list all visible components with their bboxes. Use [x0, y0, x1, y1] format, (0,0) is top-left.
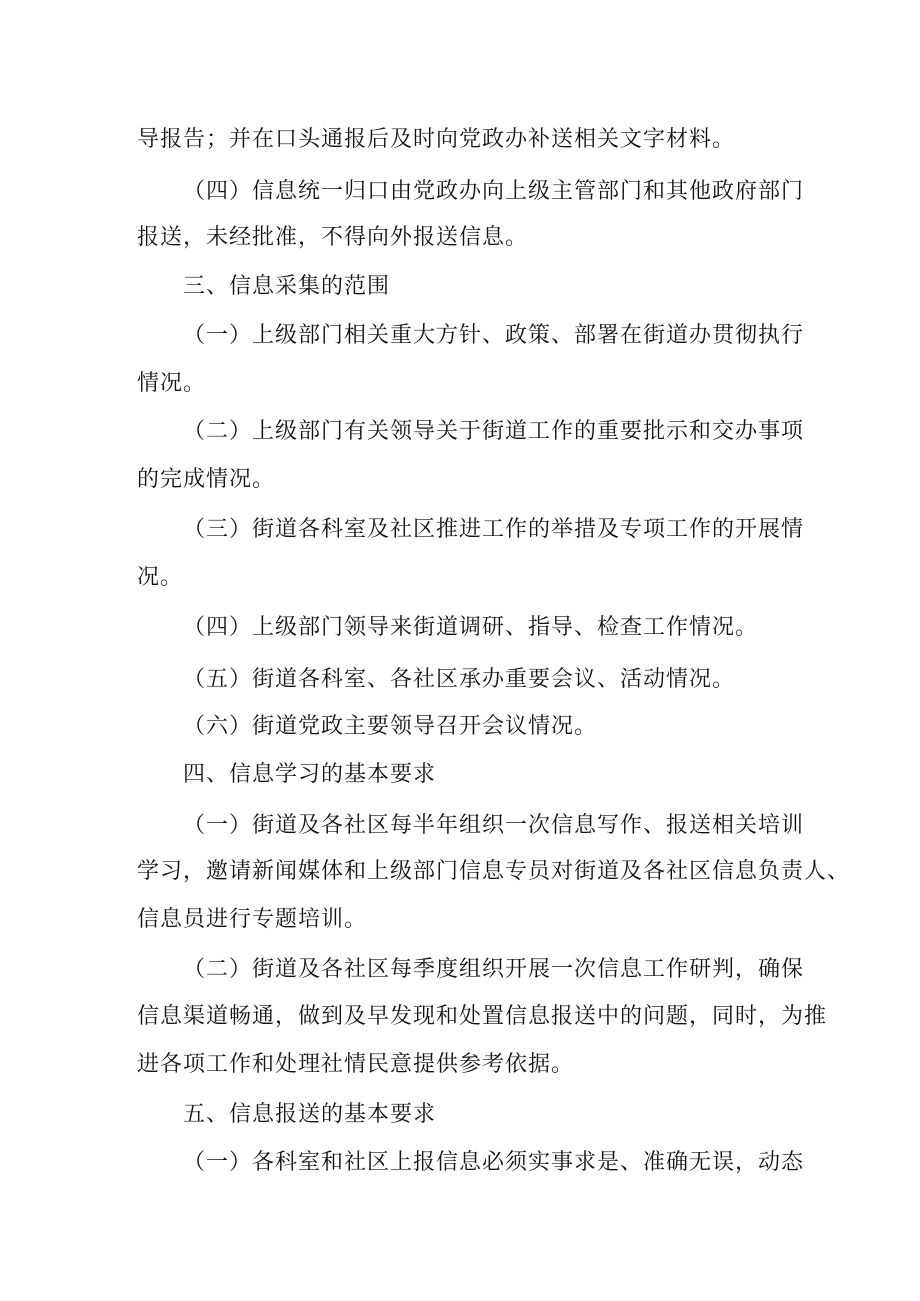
paragraph-line: 信息渠道畅通，做到及早发现和处置信息报送中的问题，同时，为推	[137, 1004, 828, 1029]
paragraph-line: （三）街道各科室及社区推进工作的举措及专项工作的开展情	[183, 517, 805, 542]
paragraph-line: 学习，邀请新闻媒体和上级部门信息专员对街道及各社区信息负责人、	[137, 859, 851, 884]
section-heading: 三、信息采集的范围	[183, 274, 391, 299]
paragraph-line: 导报告；并在口头通报后及时向党政办补送相关文字材料。	[137, 127, 736, 152]
paragraph-line: （四）信息统一归口由党政办向上级主管部门和其他政府部门	[183, 179, 805, 204]
paragraph-line: 进各项工作和处理社情民意提供参考依据。	[137, 1052, 575, 1077]
paragraph-line: （五）街道各科室、各社区承办重要会议、活动情况。	[183, 667, 736, 692]
paragraph-line: 的完成情况。	[137, 467, 276, 492]
section-heading: 四、信息学习的基本要求	[183, 762, 437, 787]
paragraph-line: （一）各科室和社区上报信息必须实事求是、准确无误，动态	[183, 1150, 805, 1175]
paragraph-line: （六）街道党政主要领导召开会议情况。	[183, 714, 598, 739]
paragraph-line: 信息员进行专题培训。	[137, 907, 368, 932]
paragraph-line: （二）上级部门有关领导关于街道工作的重要批示和交办事项	[183, 419, 805, 444]
paragraph-line: 况。	[137, 565, 184, 590]
section-heading: 五、信息报送的基本要求	[183, 1102, 437, 1127]
paragraph-line: （二）街道及各社区每季度组织开展一次信息工作研判，确保	[183, 957, 805, 982]
paragraph-line: （四）上级部门领导来街道调研、指导、检查工作情况。	[183, 615, 759, 640]
paragraph-line: （一）街道及各社区每半年组织一次信息写作、报送相关培训	[183, 813, 805, 838]
paragraph-line: 报送，未经批准，不得向外报送信息。	[137, 225, 529, 250]
paragraph-line: 情况。	[137, 371, 207, 396]
paragraph-line: （一）上级部门相关重大方针、政策、部署在街道办贯彻执行	[183, 323, 805, 348]
